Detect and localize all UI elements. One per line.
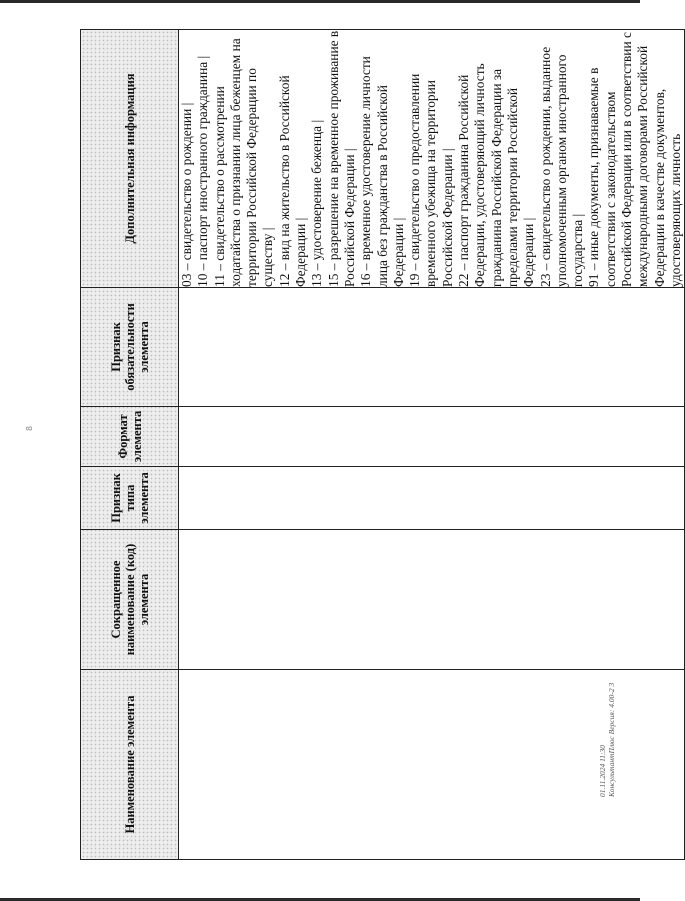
info-line-03: 03 – свидетельство о рождении | bbox=[179, 102, 194, 287]
info-line-13: 13 – удостоверение беженца | bbox=[309, 119, 325, 287]
header-additional-info: Дополнительная информация bbox=[81, 30, 179, 288]
header-short-name: Сокращенное наименование (код) элемента bbox=[81, 530, 179, 670]
stamp-date: 01.11.2024 11:30 bbox=[598, 744, 607, 797]
print-stamp bbox=[598, 677, 616, 797]
info-line-16: 16 – временное удостоверение личности лица без гражданства в Российской Федерации | bbox=[358, 56, 406, 287]
header-mandatory-sign: Признак обязательности элемента bbox=[81, 288, 179, 407]
page-number-mark: 8 bbox=[25, 425, 35, 432]
info-line-10: 10 – паспорт иностранного гражданина | bbox=[195, 55, 211, 287]
scan-top-edge bbox=[0, 0, 640, 3]
cell-short-name bbox=[179, 530, 685, 670]
cell-format bbox=[179, 407, 685, 467]
info-line-12: 12 – вид на жительство в Российской Федерации | bbox=[276, 75, 309, 287]
cell-type-sign bbox=[179, 467, 685, 530]
info-line-19: 19 – свидетельство о предоставлении временного убежища на территории Российской Федерации | bbox=[407, 73, 455, 287]
document-table bbox=[80, 29, 685, 860]
table-header-row bbox=[81, 30, 179, 860]
cell-additional-info bbox=[179, 30, 685, 288]
stamp-source: КонсультантПлюс Версия: 4.00-2 3 bbox=[607, 682, 616, 797]
info-line-22: 22 – паспорт гражданина Российской Федерации, удостоверяющий личность гражданина Российской Федерации за пределами территории Российской Федерации | bbox=[456, 63, 537, 287]
info-line-15: 15 – разрешение на временное проживание в Российской Федерации | bbox=[325, 30, 357, 287]
rotated-table-sheet bbox=[80, 30, 683, 860]
header-format: Формат элемента bbox=[81, 407, 179, 467]
info-line-91: 91 – иные документы, признаваемые в соответствии с законодательством Российской Федерации или в соответствии с международными договорами Российской Федерации в качестве документов, удостоверяющих личность bbox=[586, 32, 683, 287]
cell-mandatory-sign bbox=[179, 288, 685, 407]
header-type-sign: Признак типа элемента bbox=[81, 467, 179, 530]
header-element-name: Наименование элемента bbox=[81, 670, 179, 860]
info-line-23: 23 – свидетельство о рождении, выданное уполномоченным органом иностранного государства | bbox=[537, 46, 586, 287]
info-line-11: 11 – свидетельство о рассмотрении ходатайства о признании лица беженцем на территории Российской Федерации по существу | bbox=[211, 38, 276, 287]
